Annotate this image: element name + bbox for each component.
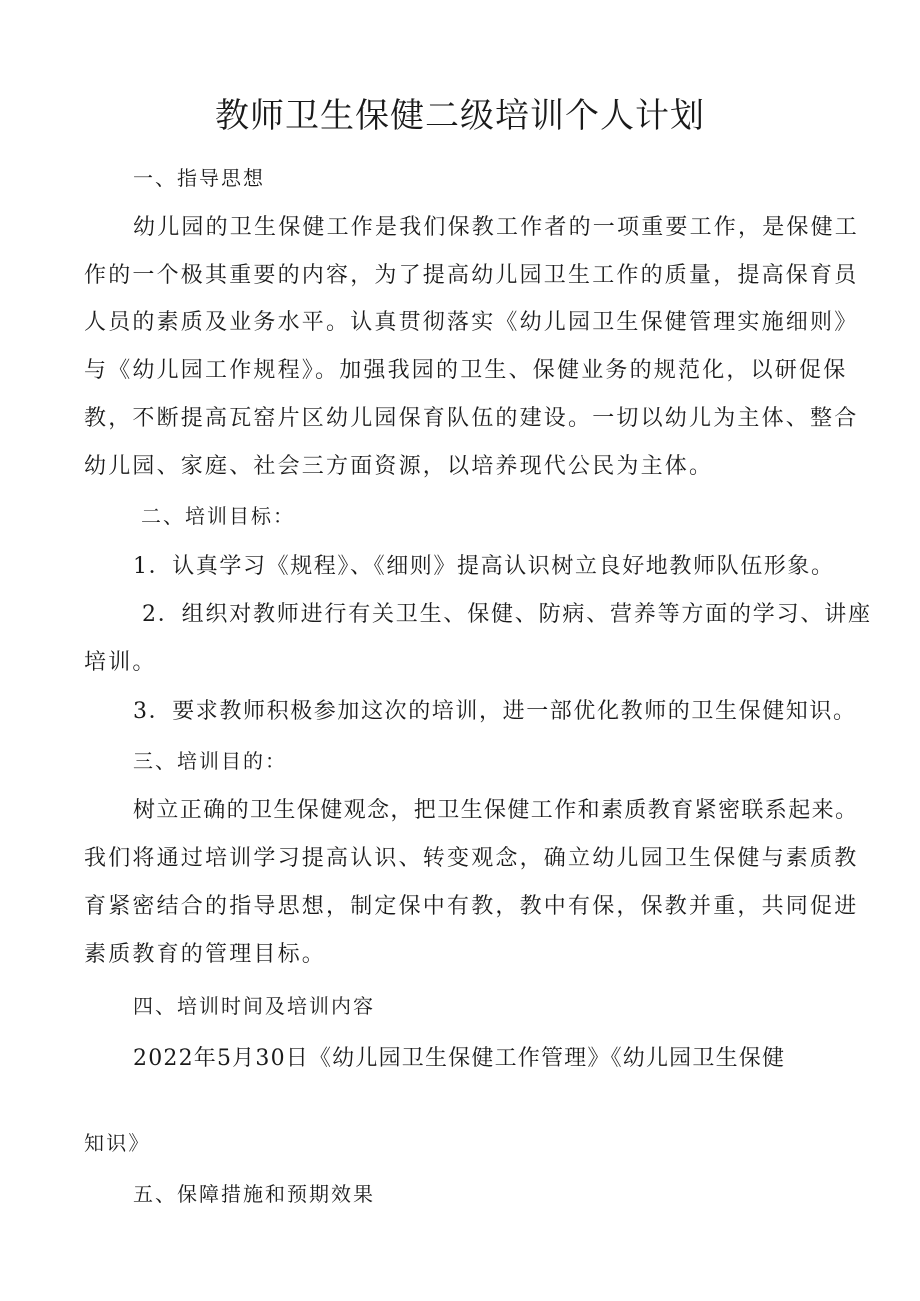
- paragraph-line: 树立正确的卫生保健观念，把卫生保健工作和素质教育紧密联系起来。: [133, 798, 859, 823]
- section-heading-training-time-content: 四、培训时间及培训内容: [133, 994, 375, 1018]
- list-item-goal-2: 2．组织对教师进行有关卫生、保健、防病、营养等方面的学习、讲座: [142, 602, 872, 627]
- document-title: 教师卫生保健二级培训个人计划: [215, 96, 705, 136]
- training-schedule-line: 2022年5月30日《幼儿园卫生保健工作管理》《幼儿园卫生保健: [133, 1046, 786, 1071]
- list-item-goal-2-continuation: 培训。: [84, 650, 157, 675]
- paragraph-line: 我们将通过培训学习提高认识、转变观念，确立幼儿园卫生保健与素质教: [84, 846, 859, 871]
- training-schedule-continuation: 知识》: [84, 1131, 151, 1155]
- paragraph-line: 作的一个极其重要的内容，为了提高幼儿园卫生工作的质量，提高保育员: [84, 263, 859, 288]
- paragraph-line: 育紧密结合的指导思想，制定保中有教，教中有保，保教并重，共同促进: [84, 894, 859, 919]
- section-heading-safeguards-expected-results: 五、保障措施和预期效果: [133, 1182, 375, 1206]
- paragraph-line: 幼儿园的卫生保健工作是我们保教工作者的一项重要工作，是保健工: [133, 215, 860, 240]
- paragraph-line: 教，不断提高瓦窑片区幼儿园保育队伍的建设。一切以幼儿为主体、整合: [84, 406, 859, 431]
- list-item-goal-3: 3．要求教师积极参加这次的培训，进一部优化教师的卫生保健知识。: [133, 699, 857, 724]
- list-item-goal-1: 1．认真学习《规程》、《细则》提高认识树立良好地教师队伍形象。: [133, 554, 835, 579]
- section-heading-training-goals: 二、培训目标：: [141, 504, 295, 528]
- paragraph-line: 与《幼儿园工作规程》。加强我园的卫生、保健业务的规范化，以研促保: [84, 358, 848, 383]
- paragraph-line: 幼儿园、家庭、社会三方面资源，以培养现代公民为主体。: [84, 454, 714, 479]
- section-heading-guiding-ideology: 一、指导思想: [133, 166, 265, 190]
- paragraph-line: 素质教育的管理目标。: [84, 942, 327, 967]
- paragraph-line: 人员的素质及业务水平。认真贯彻落实《幼儿园卫生保健管理实施细则》: [84, 310, 859, 335]
- section-heading-training-purpose: 三、培训目的：: [133, 749, 287, 773]
